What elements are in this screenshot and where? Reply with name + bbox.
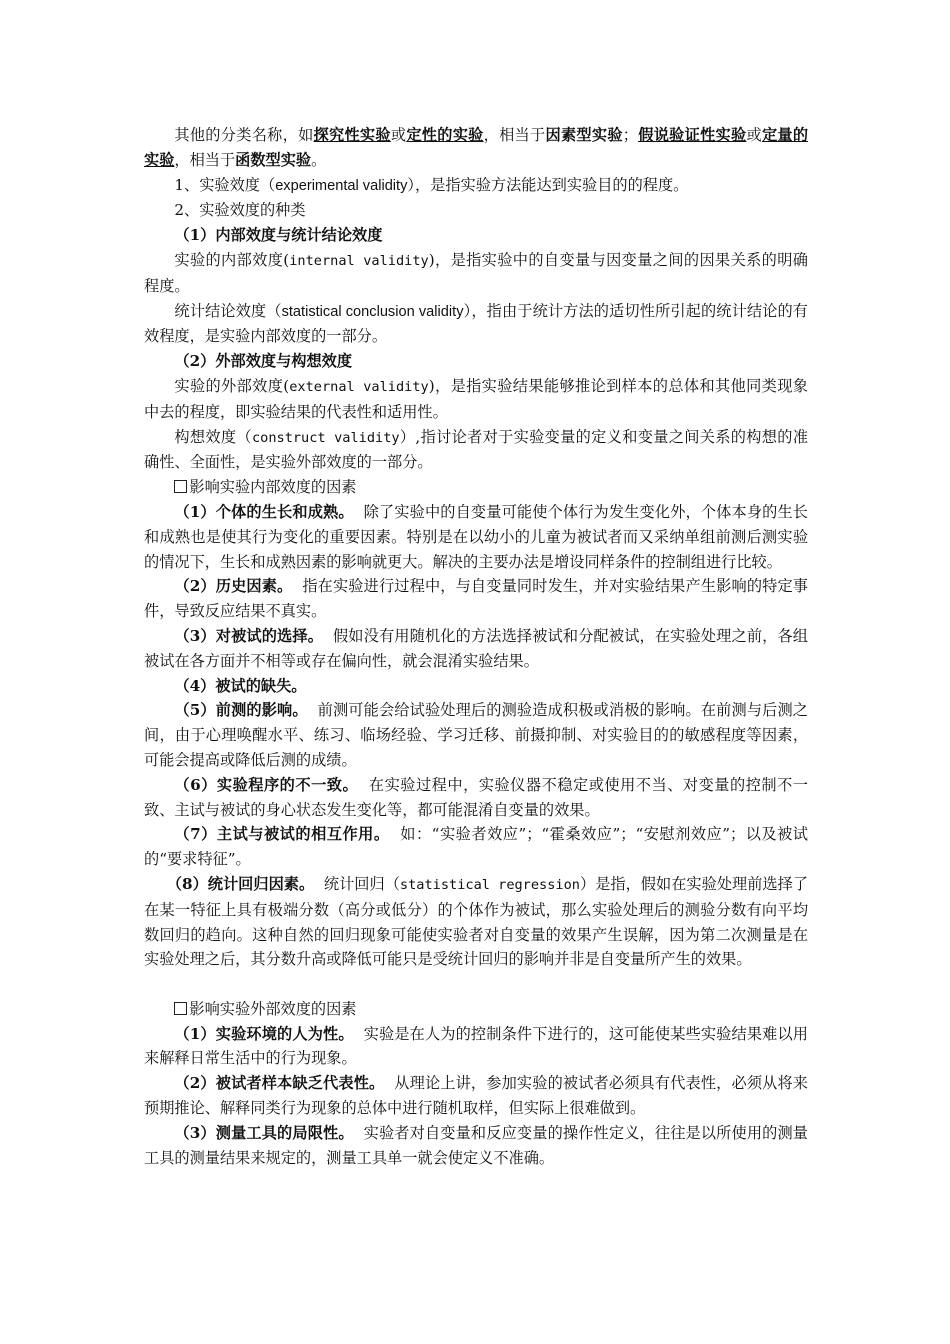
checkbox-icon — [174, 480, 187, 493]
intro-paragraph — [144, 123, 808, 173]
term-hypothesis: 假说验证性实验 — [637, 126, 747, 144]
factor-title: （3）对被试的选择。 — [174, 626, 324, 645]
factor-text: 前测可能会给试验处理后的测验造成积极或消极的影响。在前测与后测之间，由于心理唤醒水平、练习、临场经验、学习迁移、前摄抑制、对实验目的的敏感程度等因素，可能会提高或降低后测的成绩。 — [144, 701, 808, 769]
factor-text: 除了实验中的自变量可能使个体行为发生变化外，个体本身的生长和成熟也是使其行为变化的重要因素。特别是在以幼小的儿童为被试者而又采纳单组前测后测实验的情况下，生长和成熟因素的影响就更大。解决的主要办法是增设同样条件的控制组进行比较。 — [144, 502, 808, 571]
intro-text-6: ，相当于 — [174, 150, 236, 169]
external-b: )，是指实验结果能够推论到样本的总体和其他同类现象中去的程度，即实验结果的代表性和适用性。 — [144, 376, 808, 421]
internal-factors-heading — [144, 475, 808, 500]
internal-factor-item — [144, 698, 808, 772]
term-factor-type: 因素型实验 — [545, 126, 623, 144]
factor-text: 指在实验进行过程中，与自变量同时发生，并对实验结果产生影响的特定事件，导致反应结果不真实。 — [144, 577, 808, 621]
checkbox-icon — [174, 1002, 187, 1015]
intro-text-7: 。 — [311, 150, 327, 169]
definition-validity — [144, 173, 808, 199]
intro-text-2: 或 — [390, 126, 407, 144]
internal-factor-item — [144, 822, 808, 872]
internal-factors-heading-text: 影响实验内部效度的因素 — [189, 478, 357, 497]
factor-text: 假如没有用随机化的方法选择被试和分配被试，在实验处理之前，各组被试在各方面并不相等或存在偏向性，就会混淆实验结果。 — [144, 626, 808, 670]
def1-a: 1、实验效度（ — [174, 175, 276, 194]
internal-en: internal validity — [289, 252, 429, 269]
factor-title: （6）实验程序的不一致。 — [174, 775, 359, 794]
external-a: 实验的外部效度( — [174, 376, 290, 395]
construct-en: construct validity — [251, 429, 400, 446]
internal-factor-item — [144, 500, 808, 574]
construct-b: ）,指讨论者对于实验变量的定义和变量之间关系的构想的准确性、全面性，是实验外部效度的一部分。 — [144, 427, 809, 472]
statistical-a: 统计结论效度（ — [174, 301, 282, 320]
external-factors-heading — [144, 997, 808, 1022]
internal-factor-item-8 — [144, 872, 808, 972]
internal-factor-item — [144, 773, 808, 823]
construct-validity-paragraph — [144, 425, 808, 476]
subheading-external — [144, 349, 808, 374]
factor-text: 在实验过程中，实验仪器不稳定或使用不当、对变量的控制不一致、主试与被试的身心状态发生变化等，都可能混淆自变量的效果。 — [144, 775, 808, 819]
document-page — [144, 123, 808, 1170]
factor-title: （1）实验环境的人为性。 — [174, 1024, 354, 1043]
def1-en: experimental validity — [275, 177, 408, 194]
factor8-b: ）是指，假如在实验处理前选择了在某一特征上具有极端分数（高分或低分）的个体作为被试，那么实验处理后的测验分数有向平均数回归的趋向。这种自然的回归现象可能使实验者对自变量的效果产生误解，因为第二次测量是在实验处理之后，其分数升高或降低可能只是受统计回归的影响并非是自变量所产生的效果。 — [144, 874, 809, 969]
term-quantitative: 定量的实验 — [144, 126, 809, 169]
factor-title: （1）个体的生长和成熟。 — [174, 502, 354, 521]
def1-b: ），是指实验方法能达到实验目的的程度。 — [407, 175, 689, 194]
statistical-validity-paragraph — [144, 299, 808, 350]
blank-line — [144, 972, 808, 997]
internal-b: )，是指实验中的自变量与因变量之间的因果关系的明确程度。 — [144, 250, 808, 295]
factor-text: 实验者对自变量和反应变量的操作性定义，往往是以所使用的测量工具的测量结果来规定的，测量工具单一就会使定义不准确。 — [144, 1123, 808, 1167]
internal-factor-item — [144, 574, 808, 624]
subheading-internal — [144, 223, 808, 248]
external-factors-heading-text: 影响实验外部效度的因素 — [189, 999, 357, 1018]
factor-text: 如：“实验者效应”；“霍桑效应”；“安慰剂效应”；以及被试的“要求特征”。 — [144, 825, 808, 869]
factor-title: （4）被试的缺失。 — [174, 676, 307, 695]
construct-a: 构想效度（ — [174, 427, 252, 446]
internal-factor-item — [144, 674, 808, 699]
external-factor-item — [144, 1022, 808, 1072]
factor8-en: statistical regression — [399, 876, 580, 893]
factor-title: （7）主试与被试的相互作用。 — [174, 825, 390, 844]
subheading-internal-text: （1）内部效度与统计结论效度 — [174, 226, 383, 245]
factor-text: 从理论上讲，参加实验的被试者必须具有代表性，必须从将来预期推论、解释同类行为现象的总体中进行随机取样，但实际上很难做到。 — [144, 1074, 808, 1118]
factor-title: （2）被试者样本缺乏代表性。 — [174, 1074, 385, 1093]
internal-factor-item — [144, 624, 808, 674]
external-factor-item — [144, 1071, 808, 1121]
intro-text-1: 其他的分类名称，如 — [174, 126, 314, 144]
factor-title: （5）前测的影响。 — [174, 701, 308, 720]
heading-validity-types: 2、实验效度的种类 — [174, 201, 306, 220]
term-qualitative: 定性的实验 — [406, 126, 484, 144]
statistical-b: ），指由于统计方法的适切性所引起的统计结论的有效程度，是实验内部效度的一部分。 — [144, 301, 808, 346]
factor-title: （2）历史因素。 — [174, 577, 293, 596]
factor-text: 实验是在人为的控制条件下进行的，这可能使某些实验结果难以用来解释日常生活中的行为现象。 — [144, 1024, 808, 1068]
internal-validity-paragraph — [144, 248, 808, 299]
factor8-a: 统计回归（ — [323, 874, 400, 893]
internal-a: 实验的内部效度( — [174, 250, 290, 269]
term-function-type: 函数型实验 — [235, 150, 312, 169]
external-en: external validity — [289, 378, 429, 395]
external-validity-paragraph — [144, 374, 808, 425]
external-factor-item — [144, 1121, 808, 1171]
intro-text-5: 或 — [746, 126, 762, 144]
factor-title: （8）统计回归因素。 — [166, 874, 315, 893]
statistical-en: statistical conclusion validity — [281, 303, 464, 320]
intro-text-3: ，相当于 — [483, 126, 546, 144]
factor-title: （3）测量工具的局限性。 — [174, 1123, 354, 1142]
term-exploratory: 探究性实验 — [313, 126, 391, 144]
intro-text-4: ； — [622, 126, 638, 144]
subheading-external-text: （2）外部效度与构想效度 — [174, 352, 353, 371]
